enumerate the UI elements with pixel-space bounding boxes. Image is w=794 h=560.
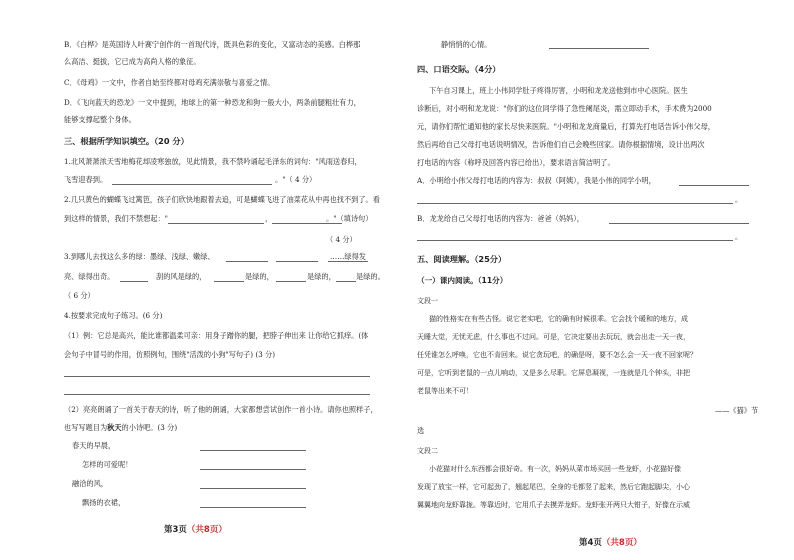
s4-option-a-blank-1[interactable]: [679, 185, 749, 186]
poem-line-4: 飘扬的衣裙，: [82, 498, 126, 507]
s3-q3-line1: 3.到哪儿去找这么多的绿：墨绿、浅绿、嫩绿、: [64, 252, 215, 261]
s3-q3-blank-6[interactable]: [276, 281, 306, 282]
passage-1-attribution: ——《猫》节: [715, 406, 759, 415]
s3-q4-1-answer-line-2[interactable]: [64, 394, 370, 395]
passage-2-label: 文段二: [417, 447, 438, 455]
s3-q4-1-line1: （1）例：它总是高兴，能比谁都温柔可亲：用身子蹭你的腿，把脖子伸出来 让你给它抓痒。(体: [64, 331, 369, 340]
section-5-title: 五、阅读理解。（25分）: [417, 254, 507, 264]
poem-line-1: 春天的早晨，: [72, 441, 116, 450]
q2-option-c: C．《母鸡》一文中，作者自始至终都对母鸡充满崇敬与喜爱之情。: [64, 78, 275, 87]
poem-blank-4[interactable]: [200, 507, 306, 508]
passage-1-label: 文段一: [417, 297, 438, 305]
s3-q3-blank-2[interactable]: [276, 261, 318, 262]
passage-2-line1: 小花猫对什么东西都会很好奇。有一次，妈妈从菜市场买回一些龙虾，小花猫好像: [429, 465, 681, 473]
passage-2-line2: 发现了放宝一样，它可起劲了，翘起尾巴，全身的毛都竖了起来，然后它跑起脚尖，小心: [417, 483, 690, 491]
s3-q2-tail: 。"（填诗句）: [326, 214, 373, 223]
s3-q4-2-line1: （2）亮亮朗诵了一首关于春天的诗，听了他的朗诵，大家都想尝试创作一首小诗。请你也照样子，: [64, 405, 378, 414]
poem-blank-3[interactable]: [200, 488, 306, 489]
page-4-footer: 第4页（共8页）: [579, 538, 642, 548]
s3-q1-line1: 1.北风萧萧浓天雪地梅花却凌寒独放，见此情景，我不禁吟诵起毛泽东的词句："风雨送春归，: [64, 157, 362, 166]
page-3-footer: 第3页（共8页）: [164, 525, 227, 535]
s3-q3-line2: 亮、绿得出奇。: [64, 272, 115, 281]
s4-option-b: B．龙龙给自己父母打电话的内容为：爸爸（妈妈），: [417, 214, 584, 223]
passage-1-line3: 任凭谁怎么呼唤，它也不肯回来。说它贪玩吧，的确是呀，要不怎么会一天一夜不回家呢？: [417, 351, 697, 359]
s3-q4-title: 4.按要求完成句子练习。(6 分): [64, 311, 163, 320]
s3-q2-score: （ 4 分）: [326, 235, 357, 244]
s3-q3-line2-b: 是绿的，: [245, 272, 274, 281]
s4-para-line2: 诊断后，对小明和龙龙说："你们的这位同学得了急性阑尾炎，需立即动手术，手术费为2000: [417, 104, 712, 113]
s4-para-line4: 然后再给自己父母打电话说明情况，告诉他们自己会晚些回家。请你根据情境，设计出两次: [417, 140, 705, 149]
poem-blank-2[interactable]: [200, 469, 306, 470]
s4-option-a-blank-2[interactable]: [417, 203, 733, 204]
poem-blank-1[interactable]: [200, 450, 306, 451]
s5-subsection-1: （一）课内阅读。（11分）: [417, 276, 508, 285]
s4-para-line1: 下午自习课上，班上小伟同学肚子疼得厉害，小明和龙龙送他到市中心医院。医生: [429, 86, 688, 95]
q2-option-d-line1: D．《飞向蓝天的恐龙》一文中提到，地球上的第一种恐龙和狗一般大小，两条前腿粗壮有力，: [64, 98, 361, 107]
s3-q3-line1-tail: ……绿得发: [330, 252, 366, 261]
s3-q2-line1: 2.几只黄色的蝴蝶飞过篱笆，孩子们欣快地跟着去追，可是蝴蝶飞进了油菜花从中再也找不到了。看: [64, 195, 380, 204]
passage-1-attribution-cont: 选: [417, 426, 425, 435]
s3-q3-blank-1[interactable]: [226, 261, 268, 262]
s3-q1-line2: 飞雪迎春到。: [64, 175, 108, 184]
s3-q4-2-line2: 也写写题目为秋天的小诗吧。(3 分): [64, 423, 178, 432]
s3-q4-1-line2: 会句子中冒号的作用，仿照例句，围绕"活泼的小狗"写句子) (3 分): [64, 350, 276, 359]
s3-q2-line2: 到这样的情景，我们不禁想起：": [64, 214, 168, 223]
s4-option-b-blank-2[interactable]: [417, 240, 733, 241]
passage-1-line5: 老鼠等出来不可！: [417, 387, 473, 395]
s4-para-line5: 打电话的内容（称呼及回答内容已给出），要求语言简洁明了。: [417, 158, 615, 167]
poem-line-2: 怎样的可爱呢！: [82, 460, 133, 469]
q2-option-b-line2: 么高洁、挺拔，它已成为高尚人格的象征。: [64, 57, 201, 66]
s3-q2-comma: ，: [265, 214, 273, 223]
s3-q3-score: （ 6 分）: [64, 291, 95, 300]
passage-1-line4: 可是，它听到老鼠的一点儿响动，又是多么尽职。它屏息凝视，一连就是几个钟头，非把: [417, 369, 690, 377]
s3-q3-line2-a: 刮的风是绿的，: [156, 272, 207, 281]
s3-q1-tail: 。"（ 4 分）: [275, 175, 317, 184]
top-carryover-blank[interactable]: [549, 48, 649, 49]
s3-q3-blank-4[interactable]: [120, 281, 148, 282]
section-4-title: 四、口语交际。（4分）: [417, 64, 501, 74]
page-4: [397, 0, 794, 560]
s4-para-line3: 元，请你们帮忙通知他的家长尽快来医院。"小明和龙龙商量后，打算先打电话告诉小伟父母，: [417, 122, 715, 131]
bold-keyword-autumn: 秋天: [107, 423, 122, 432]
passage-1-line1: 猫的性格实在有些古怪。说它老实吧，它的确有时候很乖。它会找个暖和的地方，成: [429, 315, 688, 323]
s4-option-b-period: 。: [735, 232, 743, 241]
s3-q3-blank-5[interactable]: [214, 281, 244, 282]
s4-option-a: A．小明给小伟父母打电话的内容为：叔叔（阿姨），我是小伟的同学小明，: [417, 176, 656, 185]
s3-q2-blank-1[interactable]: [168, 223, 264, 224]
s3-q4-1-answer-line-1[interactable]: [64, 376, 370, 377]
s4-option-b-blank-1[interactable]: [609, 223, 749, 224]
q2-option-d-line2: 能够支撑起整个身体。: [64, 115, 136, 124]
s3-q3-line2-d: 是绿的。: [356, 272, 385, 281]
s3-q3-line2-c: 是绿的，: [307, 272, 336, 281]
passage-2-line3: 翼翼地向龙虾靠拢。等靠近时，它用爪子去摸弄龙虾。龙虾张开两只大钳子，好像在示威: [417, 501, 690, 509]
section-3-title: 三、根据所学知识填空。（20 分）: [64, 136, 189, 146]
s4-option-a-period: 。: [735, 195, 743, 204]
poem-line-3: 融洽的风，: [72, 479, 108, 488]
s3-q3-blank-7[interactable]: [336, 281, 356, 282]
q2-option-b-line1: B．《白桦》是英国诗人叶赛宁创作的一首现代诗，既具色彩的变化，又富动态的美感。白桦那: [64, 40, 361, 49]
s3-q1-blank[interactable]: [112, 184, 272, 185]
top-carryover-text: 静悄悄的心情。: [441, 40, 492, 49]
passage-1-line2: 天睡大觉，无忧无虑，什么事也不过问。可是，它决定要出去玩玩，就会出走一天一夜，: [417, 333, 690, 341]
